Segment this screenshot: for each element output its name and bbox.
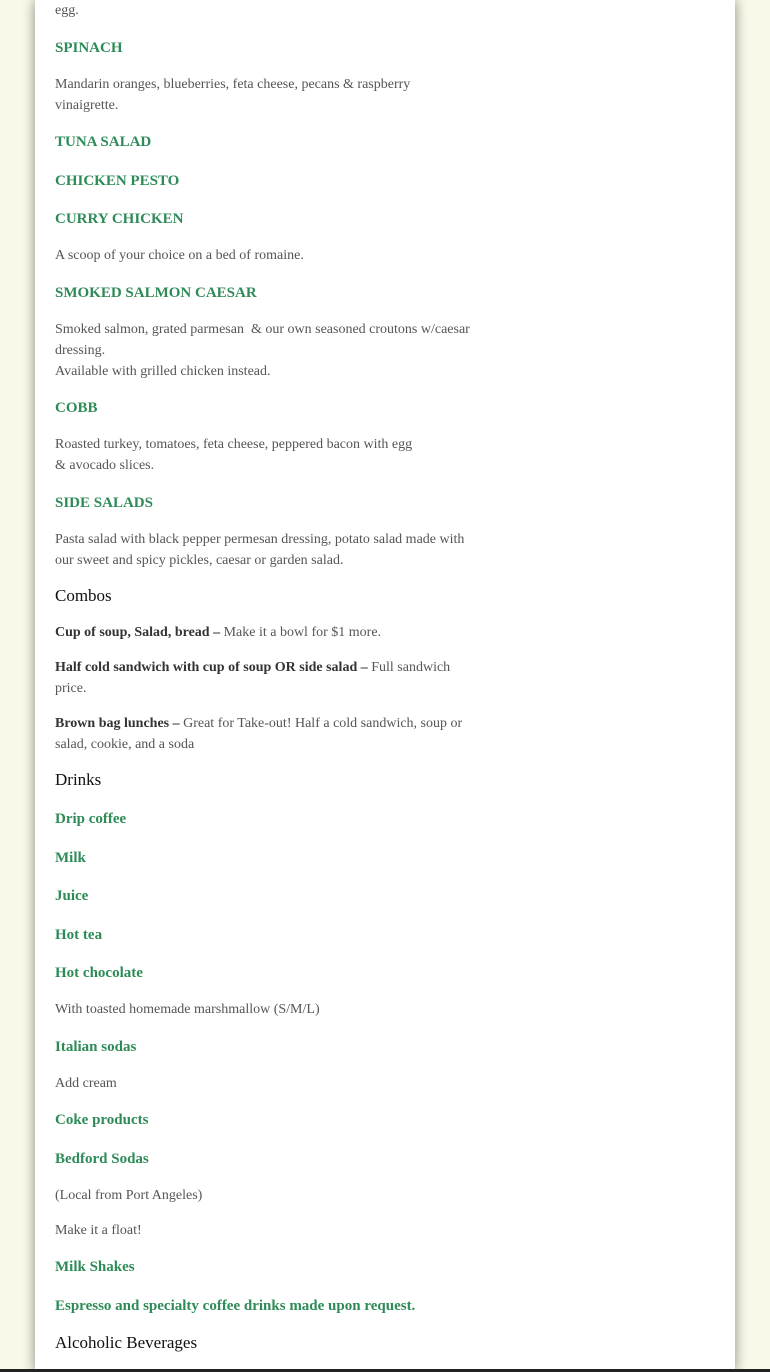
item-curry-chicken-title: CURRY CHICKEN	[55, 211, 184, 227]
drink-hot-chocolate: Hot chocolate	[55, 965, 143, 981]
drink-italian-sodas-desc: Add cream	[55, 1076, 117, 1091]
drink-bedford-sodas-float: Make it a float!	[55, 1223, 142, 1238]
drink-juice: Juice	[55, 888, 89, 904]
drink-milk: Milk	[55, 850, 86, 866]
drink-bedford-sodas: Bedford Sodas	[55, 1151, 149, 1167]
menu-page	[35, 0, 735, 1372]
combo-brown-bag: Brown bag lunches – Great for Take-out! Half a cold sandwich, soup or salad, cookie, and a soda	[55, 716, 463, 752]
section-drinks-title: Drinks	[55, 770, 102, 789]
item-side-salads-title: SIDE SALADS	[55, 495, 153, 511]
item-cobb-desc: Roasted turkey, tomatoes, feta cheese, peppered bacon with egg & avocado slices.	[55, 437, 413, 473]
drink-hot-tea: Hot tea	[55, 927, 103, 943]
item-smoked-salmon-desc: Smoked salmon, grated parmesan & our own seasoned croutons w/caesar dressing. Available with grilled chicken instead.	[55, 322, 470, 379]
drink-coke-products: Coke products	[55, 1112, 149, 1128]
item-side-salads-desc: Pasta salad with black pepper permesan dressing, potato salad made with our sweet and spicy pickles, caesar or garden salad.	[55, 532, 465, 568]
item-spinach-title: SPINACH	[55, 40, 123, 56]
item-cobb-title: COBB	[55, 400, 98, 416]
drink-espresso-note: Espresso and specialty coffee drinks made upon request.	[55, 1298, 416, 1314]
salad-fragment-text: egg.	[55, 3, 79, 18]
drink-bedford-sodas-desc: (Local from Port Angeles)	[55, 1188, 203, 1203]
item-smoked-salmon-title: SMOKED SALMON CAESAR	[55, 285, 257, 301]
drink-milk-shakes: Milk Shakes	[55, 1259, 135, 1275]
item-spinach-desc: Mandarin oranges, blueberries, feta cheese, pecans & raspberry vinaigrette.	[55, 77, 411, 113]
combo-half-sandwich: Half cold sandwich with cup of soup OR side salad – Full sandwich price.	[55, 660, 451, 696]
combo-soup-salad-bread: Cup of soup, Salad, bread – Make it a bowl for $1 more.	[55, 625, 382, 640]
section-alcohol-title: Alcoholic Beverages	[55, 1333, 198, 1352]
section-combos-title: Combos	[55, 586, 112, 605]
item-curry-chicken-desc: A scoop of your choice on a bed of romaine.	[55, 248, 304, 263]
item-tuna-salad-title: TUNA SALAD	[55, 134, 152, 150]
item-chicken-pesto-title: CHICKEN PESTO	[55, 173, 180, 189]
drink-hot-chocolate-desc: With toasted homemade marshmallow (S/M/L)	[55, 1002, 320, 1017]
drink-italian-sodas: Italian sodas	[55, 1039, 137, 1055]
drink-drip-coffee: Drip coffee	[55, 811, 127, 827]
